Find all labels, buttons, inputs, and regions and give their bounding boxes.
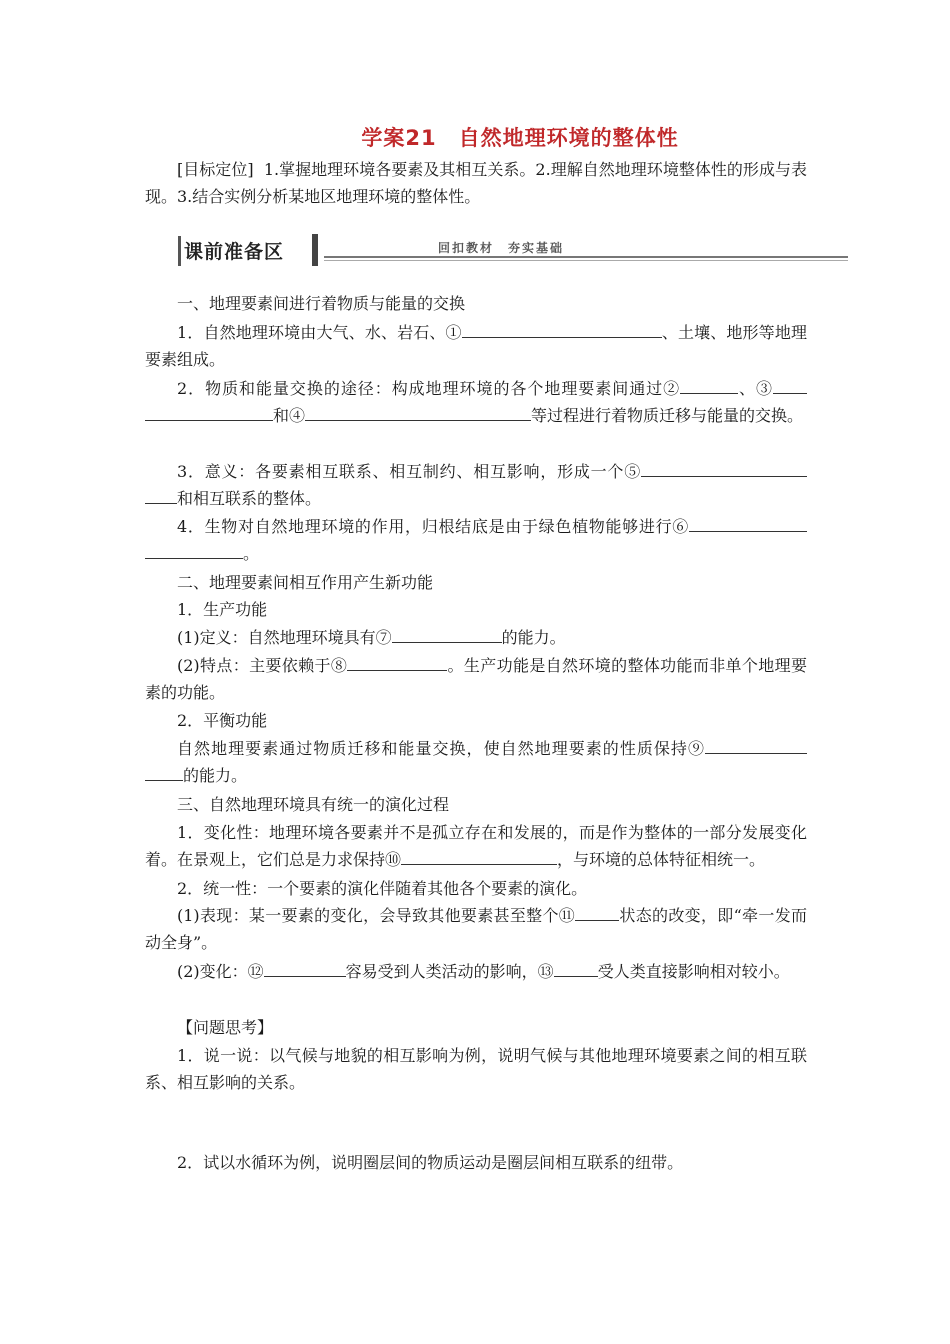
sec1-item4 xyxy=(145,513,807,567)
sec1-item2 xyxy=(145,375,807,429)
objectives-label: [目标定位] xyxy=(177,160,254,179)
objectives-paragraph xyxy=(145,156,807,210)
sec1-item1 xyxy=(145,319,807,373)
page-title xyxy=(0,122,950,152)
sec1-item2-text: 2．物质和能量交换的途径：构成地理环境的各个地理要素间通过② xyxy=(177,379,681,398)
banner-rule-thin xyxy=(324,260,848,261)
title-number: 学案21 xyxy=(361,126,437,150)
section2-heading: 二、地理要素间相互作用产生新功能 xyxy=(177,573,434,592)
question-1 xyxy=(145,1042,807,1096)
blank-10[interactable] xyxy=(401,847,557,865)
sec1-item1-text-b: 、土壤、地形等地 xyxy=(661,323,791,342)
sec2-feature-text-c: 要素的功能。 xyxy=(145,656,807,702)
sec2-sub1: 1．生产功能 xyxy=(177,600,268,619)
blank-3b[interactable] xyxy=(145,403,273,421)
section-banner xyxy=(178,234,848,268)
banner-title: 课前准备区 xyxy=(184,241,285,263)
sec2-sub2: 2．平衡功能 xyxy=(177,711,268,730)
sec3-change-text-c: 受人类直接影响相对较小。 xyxy=(597,962,790,981)
sec2-definition-text-b: 的能力。 xyxy=(501,628,566,647)
sec2-definition xyxy=(145,624,807,651)
sec3-change xyxy=(145,958,807,985)
sec1-item3-text: 3．意义：各要素相互联系、相互制约、相互影响，形成一个⑤ xyxy=(177,462,641,481)
sec1-item2-text-d: 等过程进行着物质迁移与能量的交 xyxy=(531,406,772,425)
sec3-change-text: (2)变化：⑫ xyxy=(177,962,264,981)
sec3-unity: 2．统一性：一个要素的演化伴随着其他各个要素的演化。 xyxy=(177,879,588,898)
banner-rule xyxy=(324,256,848,258)
blank-13[interactable] xyxy=(554,959,598,977)
question-1-text-b: 联系、相互影响的关系。 xyxy=(145,1046,807,1092)
blank-5a[interactable] xyxy=(641,459,807,477)
sec2-feature-text-b: 。生产功能是自然环境的整体功能而非单个地理 xyxy=(447,656,791,675)
blank-1[interactable] xyxy=(462,320,662,338)
sec2-feature-text: (2)特点：主要依赖于⑧ xyxy=(177,656,348,675)
question-2: 2．试以水循环为例，说明圈层间的物质运动是圈层间相互联系的纽带。 xyxy=(177,1153,684,1172)
sec3-variability-text-b: 化着。在景观上，它们总是力求保持⑩ xyxy=(145,823,807,869)
blank-3a[interactable] xyxy=(773,376,807,394)
sec3-manifestation-text-b: 状态的改变，即“牵一 xyxy=(619,906,775,925)
banner-bar xyxy=(312,234,318,266)
sec2-balance-text-b: 的能力。 xyxy=(183,766,248,785)
sec2-balance xyxy=(145,735,807,789)
title-text: 自然地理环境的整体性 xyxy=(458,126,679,150)
blank-6a[interactable] xyxy=(689,514,807,532)
sec1-item2-text-c: 和④ xyxy=(273,406,306,425)
banner-subtitle: 回扣教材 夯实基础 xyxy=(438,241,565,255)
sec1-item3-text-b: 和相互联系的整体。 xyxy=(177,489,322,508)
blank-9b[interactable] xyxy=(145,763,183,781)
blank-2[interactable] xyxy=(680,376,738,394)
sec1-item2-text-b: 、③ xyxy=(738,379,773,398)
blank-7[interactable] xyxy=(392,625,502,643)
blank-6b[interactable] xyxy=(145,541,243,559)
objectives-text-cont: 成与表现。3.结合实例分析某地区地理环境的整体性。 xyxy=(145,160,807,206)
blank-12[interactable] xyxy=(264,959,346,977)
sec1-item1-text-c: 理要素组成。 xyxy=(145,323,807,369)
sec3-variability-text: 1．变化性：地理环境各要素并不是孤立存在和发展的，而是作为整体的一部分发展变 xyxy=(177,823,791,842)
blank-11[interactable] xyxy=(575,903,619,921)
blank-5b[interactable] xyxy=(145,486,177,504)
sec3-variability-text-c: ，与环境的总体特征相统一。 xyxy=(557,850,766,869)
sec3-manifestation xyxy=(145,902,807,956)
sec1-item3 xyxy=(145,458,807,512)
section1-heading: 一、地理要素间进行着物质与能量的交换 xyxy=(177,294,466,313)
question-1-text: 1．说一说：以气候与地貌的相互影响为例，说明气候与其他地理环境要素之间的相互 xyxy=(177,1046,791,1065)
sec3-manifestation-text: (1)表现：某一要素的变化，会导致其他要素甚至整个⑪ xyxy=(177,906,576,925)
section3-heading: 三、自然地理环境具有统一的演化过程 xyxy=(177,795,450,814)
sec1-item4-text-b: 。 xyxy=(243,544,260,563)
blank-9a[interactable] xyxy=(705,736,807,754)
questions-heading: 【问题思考】 xyxy=(177,1018,274,1037)
blank-8[interactable] xyxy=(347,653,447,671)
sec1-item1-text: 1．自然地理环境由大气、水、岩石、① xyxy=(177,323,462,342)
blank-4[interactable] xyxy=(305,403,531,421)
sec2-feature xyxy=(145,652,807,706)
sec3-variability xyxy=(145,819,807,873)
sec2-definition-text: (1)定义：自然地理环境具有⑦ xyxy=(177,628,392,647)
sec3-change-text-b: 容易受到人类活动的影响，⑬ xyxy=(345,962,554,981)
sec1-item4-text: 4．生物对自然地理环境的作用，归根结底是由于绿色植物能够进行⑥ xyxy=(177,517,689,536)
sec1-item2-text-e: 换。 xyxy=(771,406,804,425)
objectives-text: 1.掌握地理环境各要素及其相互关系。2.理解自然地理环境整体性的形 xyxy=(263,160,759,179)
sec2-balance-text: 自然地理要素通过物质迁移和能量交换，使自然地理要素的性质保持⑨ xyxy=(177,739,705,758)
sec3-manifestation-text-c: 发而动全身”。 xyxy=(145,906,807,952)
